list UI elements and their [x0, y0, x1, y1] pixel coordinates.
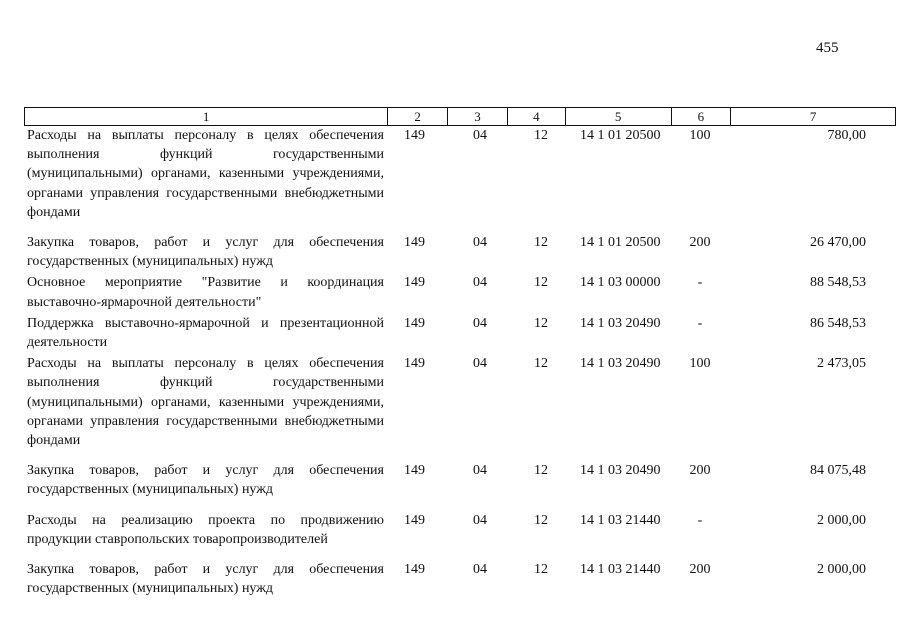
- row-col-6: 200: [689, 562, 711, 578]
- row-col-7: 84 075,48: [810, 463, 866, 479]
- row-description: Основное мероприятие "Развитие и координация выставочно-ярмарочной деятельности": [27, 275, 384, 310]
- row-col-6: 200: [689, 463, 711, 479]
- row-col-3: 04: [473, 463, 487, 479]
- row-col-5: 14 1 03 20490: [580, 463, 661, 479]
- row-col-7: 2 000,00: [817, 512, 866, 528]
- header-cell-4: 4: [508, 108, 566, 125]
- row-col-3: 04: [473, 512, 487, 528]
- row-col-5: 14 1 03 21440: [580, 512, 661, 528]
- page-number: 455: [816, 40, 839, 56]
- header-cell-3: 3: [448, 108, 508, 125]
- table-row: [24, 126, 896, 222]
- row-col-2: 149: [404, 562, 425, 578]
- row-col-2: 149: [404, 128, 425, 143]
- row-col-6: -: [697, 512, 703, 528]
- row-col-5: 14 1 01 20500: [580, 235, 661, 251]
- row-col-7: 780,00: [827, 128, 866, 143]
- row-col-4: 12: [534, 315, 548, 331]
- row-description: Поддержка выставочно-ярмарочной и презентационной деятельности: [27, 315, 384, 351]
- row-col-4: 12: [534, 356, 548, 372]
- row-col-6: 100: [689, 128, 711, 143]
- row-col-2: 149: [404, 463, 425, 479]
- row-col-6: -: [697, 275, 703, 291]
- row-col-4: 12: [534, 463, 548, 479]
- row-col-5: 14 1 03 21440: [580, 562, 661, 578]
- row-col-3: 04: [473, 356, 487, 372]
- row-col-4: 12: [534, 562, 548, 578]
- row-col-3: 04: [473, 275, 487, 291]
- table-body: [24, 126, 896, 598]
- row-col-3: 04: [473, 562, 487, 578]
- header-cell-6: 6: [672, 108, 732, 125]
- row-col-4: 12: [534, 512, 548, 528]
- row-col-3: 04: [473, 315, 487, 331]
- header-cell-5: 5: [566, 108, 672, 125]
- row-col-3: 04: [473, 128, 487, 143]
- row-description: Закупка товаров, работ и услуг для обеспечения государственных (муниципальных) нужд: [27, 463, 384, 498]
- row-col-2: 149: [404, 315, 425, 331]
- row-col-5: 14 1 03 00000: [580, 275, 661, 291]
- row-col-4: 12: [534, 275, 548, 291]
- header-cell-2: 2: [388, 108, 448, 125]
- row-col-4: 12: [534, 235, 548, 251]
- row-col-2: 149: [404, 356, 425, 372]
- row-col-7: 2 000,00: [817, 562, 866, 578]
- header-cell-1: 1: [25, 108, 388, 125]
- row-col-7: 2 473,05: [817, 356, 866, 372]
- row-description: Закупка товаров, работ и услуг для обеспечения государственных (муниципальных) нужд: [27, 235, 384, 270]
- row-col-5: 14 1 03 20490: [580, 356, 661, 372]
- table-header: [24, 107, 896, 126]
- table-row: [24, 314, 896, 352]
- row-col-2: 149: [404, 275, 425, 291]
- table-row: [24, 461, 896, 499]
- table-row: [24, 354, 896, 450]
- row-description: Расходы на реализацию проекта по продвижению продукции ставропольских товаропроизводителей: [27, 512, 384, 547]
- row-col-7: 26 470,00: [810, 235, 866, 251]
- row-col-3: 04: [473, 235, 487, 251]
- table-row: [24, 560, 896, 598]
- row-description: Расходы на выплаты персоналу в целях обеспечения выполнения функций государственными (муниципальными) органами, казенными учреждениями, органами управления государственными внебюджетными фондами: [27, 128, 384, 220]
- row-col-2: 149: [404, 512, 425, 528]
- row-col-5: 14 1 01 20500: [580, 128, 661, 143]
- row-col-7: 86 548,53: [810, 315, 866, 331]
- row-description: Закупка товаров, работ и услуг для обеспечения государственных (муниципальных) нужд: [27, 562, 384, 597]
- row-col-6: 100: [689, 356, 711, 372]
- row-col-6: 200: [689, 235, 711, 251]
- row-description: Расходы на выплаты персоналу в целях обеспечения выполнения функций государственными (муниципальными) органами, казенными учреждениями, органами управления государственными внебюджетными фондами: [27, 356, 384, 449]
- row-col-7: 88 548,53: [810, 275, 866, 291]
- table-row: [24, 233, 896, 271]
- row-col-4: 12: [534, 128, 548, 143]
- row-col-2: 149: [404, 235, 425, 251]
- row-col-5: 14 1 03 20490: [580, 315, 661, 331]
- row-col-6: -: [697, 315, 703, 331]
- header-cell-7: 7: [809, 109, 817, 124]
- table-row: [24, 511, 896, 549]
- table-row: [24, 273, 896, 311]
